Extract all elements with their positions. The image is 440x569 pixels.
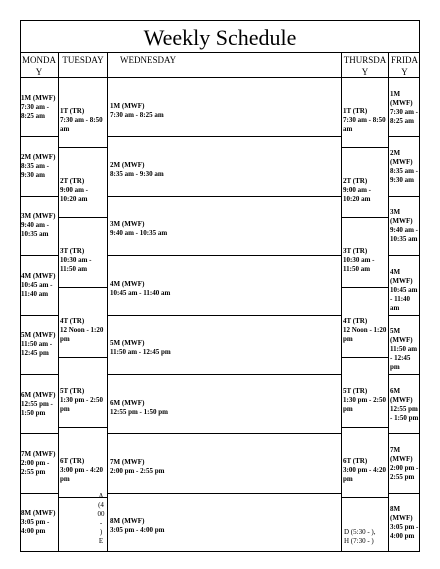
- friday-row-divider: [389, 196, 420, 197]
- course-code: 6T (TR): [60, 457, 85, 465]
- course-code: 3M (MWF): [110, 220, 145, 228]
- course-code: 3M (MWF): [390, 208, 413, 225]
- friday-row-divider: [389, 433, 420, 434]
- course-code: 2T (TR): [60, 177, 85, 185]
- header-tuesday: TUESDAY: [62, 55, 104, 65]
- friday-slot: [390, 446, 420, 482]
- course-time: 1:30 pm - 2:50 pm: [343, 396, 386, 413]
- course-code: 4M (MWF): [21, 272, 56, 280]
- col-divider-4: [388, 52, 389, 552]
- thursday-row-divider: [342, 497, 388, 498]
- course-code: 5M (MWF): [21, 331, 56, 339]
- course-time: 2:00 pm - 2:55 pm: [110, 467, 165, 475]
- course-time: 12 Noon - 1:20 pm: [60, 326, 104, 343]
- wednesday-row-divider: [108, 374, 341, 375]
- monday-row-divider: [20, 433, 58, 434]
- header-wednesday: WEDNESDAY: [120, 55, 177, 65]
- course-code: 6M (MWF): [390, 387, 413, 404]
- course-time: 7:30 am - 8:25 am: [390, 108, 418, 125]
- course-time: 7:30 am - 8:50 am: [60, 116, 103, 133]
- wednesday-row-divider: [108, 255, 341, 256]
- course-code: 3T (TR): [343, 247, 368, 255]
- course-time: 8:35 am - 9:30 am: [21, 162, 49, 179]
- tuesday-slot: [60, 247, 106, 274]
- course-time: 11:50 am - 12:45 pm: [390, 345, 418, 371]
- monday-slot: [21, 391, 57, 418]
- course-time: 11:50 am - 12:45 pm: [21, 340, 53, 357]
- course-time: 7:30 am - 8:25 am: [21, 103, 49, 120]
- course-time: 3:05 pm - 4:00 pm: [21, 518, 50, 535]
- monday-row-divider: [20, 315, 58, 316]
- monday-row-divider: [20, 255, 58, 256]
- course-time: 8:35 am - 9:30 am: [390, 167, 418, 184]
- course-time: 2:00 pm - 2:55 pm: [390, 464, 419, 481]
- tuesday-row-divider: [59, 287, 107, 288]
- wednesday-slot: [110, 458, 230, 476]
- course-code: 7M (MWF): [390, 446, 413, 463]
- course-time: 3:00 pm - 4:20 pm: [343, 466, 386, 483]
- course-code: 6M (MWF): [21, 391, 56, 399]
- friday-slot: [390, 149, 420, 185]
- course-code: 4M (MWF): [390, 268, 413, 285]
- course-time: 7:30 am - 8:50 am: [343, 116, 386, 133]
- wednesday-slot: [110, 517, 230, 535]
- tuesday-extra-note: A (4 00 - ) E: [97, 492, 105, 545]
- friday-slot: [390, 268, 420, 313]
- thursday-row-divider: [342, 357, 388, 358]
- course-code: 1M (MWF): [21, 94, 56, 102]
- course-time: 3:05 pm - 4:00 pm: [390, 523, 419, 540]
- course-code: 3T (TR): [60, 247, 85, 255]
- thursday-slot: [343, 387, 388, 414]
- course-code: 8M (MWF): [21, 509, 56, 517]
- course-time: 10:45 am - 11:40 am: [21, 281, 53, 298]
- course-code: 2M (MWF): [21, 153, 56, 161]
- monday-slot: [21, 153, 57, 180]
- course-code: 1M (MWF): [390, 90, 413, 107]
- monday-row-divider: [20, 196, 58, 197]
- monday-row-divider: [20, 136, 58, 137]
- thursday-row-divider: [342, 147, 388, 148]
- course-code: 7M (MWF): [110, 458, 145, 466]
- course-code: 2M (MWF): [110, 161, 145, 169]
- course-time: 8:35 am - 9:30 am: [110, 170, 164, 178]
- course-time: 10:45 am - 11:40 am: [110, 289, 171, 297]
- friday-row-divider: [389, 315, 420, 316]
- col-divider-1: [58, 52, 59, 552]
- wednesday-row-divider: [108, 196, 341, 197]
- course-time: 12:55 pm - 1:50 pm: [21, 400, 53, 417]
- tuesday-slot: [60, 387, 106, 414]
- friday-row-divider: [389, 493, 420, 494]
- tuesday-row-divider: [59, 217, 107, 218]
- tuesday-slot: [60, 317, 106, 344]
- monday-slot: [21, 450, 57, 477]
- thursday-slot: [343, 177, 388, 204]
- tuesday-row-divider: [59, 147, 107, 148]
- friday-slot: [390, 90, 420, 126]
- course-code: 4T (TR): [60, 317, 85, 325]
- course-code: 5M (MWF): [390, 327, 413, 344]
- course-time: 9:00 am - 10:20 am: [343, 186, 371, 203]
- friday-slot: [390, 208, 420, 244]
- monday-row-divider: [20, 493, 58, 494]
- course-time: 3:00 pm - 4:20 pm: [60, 466, 103, 483]
- thursday-slot: [343, 317, 388, 344]
- thursday-slot: [343, 457, 388, 484]
- title-divider: [20, 52, 420, 53]
- friday-slot: [390, 505, 420, 541]
- tuesday-slot: [60, 107, 106, 134]
- thursday-slot: [343, 247, 388, 274]
- course-code: 8M (MWF): [110, 517, 145, 525]
- course-time: 3:05 pm - 4:00 pm: [110, 526, 165, 534]
- course-code: 1M (MWF): [110, 102, 145, 110]
- col-divider-3: [341, 52, 342, 552]
- header-thursday: THURSDA Y: [343, 55, 387, 77]
- course-code: 4M (MWF): [110, 280, 145, 288]
- thursday-row-divider: [342, 287, 388, 288]
- friday-row-divider: [389, 255, 420, 256]
- monday-slot: [21, 272, 57, 299]
- thursday-row-divider: [342, 427, 388, 428]
- thursday-slot: [343, 107, 388, 134]
- friday-row-divider: [389, 374, 420, 375]
- wednesday-slot: [110, 220, 230, 238]
- tuesday-slot: [60, 457, 106, 484]
- course-code: 5T (TR): [343, 387, 368, 395]
- wednesday-row-divider: [108, 433, 341, 434]
- course-time: 10:30 am - 11:50 am: [343, 256, 375, 273]
- wednesday-row-divider: [108, 315, 341, 316]
- course-code: 8M (MWF): [390, 505, 413, 522]
- wednesday-row-divider: [108, 136, 341, 137]
- page-title: Weekly Schedule: [143, 25, 297, 50]
- thursday-row-divider: [342, 217, 388, 218]
- course-time: 9:40 am - 10:35 am: [110, 229, 168, 237]
- monday-slot: [21, 509, 57, 536]
- course-time: 1:30 pm - 2:50 pm: [60, 396, 103, 413]
- course-time: 12:55 pm - 1:50 pm: [110, 408, 168, 416]
- tuesday-slot: [60, 177, 106, 204]
- wednesday-slot: [110, 102, 230, 120]
- wednesday-slot: [110, 339, 230, 357]
- friday-slot: [390, 387, 420, 423]
- monday-slot: [21, 331, 57, 358]
- course-code: 7M (MWF): [21, 450, 56, 458]
- wednesday-slot: [110, 399, 230, 417]
- course-time: 12 Noon - 1:20 pm: [343, 326, 387, 343]
- monday-slot: [21, 94, 57, 121]
- course-code: 2T (TR): [343, 177, 368, 185]
- tuesday-row-divider: [59, 427, 107, 428]
- wednesday-slot: [110, 161, 230, 179]
- course-time: 11:50 am - 12:45 pm: [110, 348, 171, 356]
- course-time: 9:00 am - 10:20 am: [60, 186, 88, 203]
- course-code: 6T (TR): [343, 457, 368, 465]
- monday-slot: [21, 212, 57, 239]
- course-code: 6M (MWF): [110, 399, 145, 407]
- course-time: 2:00 pm - 2:55 pm: [21, 459, 50, 476]
- course-code: 4T (TR): [343, 317, 368, 325]
- monday-row-divider: [20, 374, 58, 375]
- course-code: 2M (MWF): [390, 149, 413, 166]
- course-time: 9:40 am - 10:35 am: [21, 221, 49, 238]
- course-time: 7:30 am - 8:25 am: [110, 111, 164, 119]
- col-divider-2: [107, 52, 108, 552]
- course-code: 1T (TR): [343, 107, 368, 115]
- wednesday-slot: [110, 280, 230, 298]
- friday-row-divider: [389, 136, 420, 137]
- header-monday: MONDA Y: [21, 55, 56, 77]
- tuesday-row-divider: [59, 357, 107, 358]
- friday-slot: [390, 327, 420, 372]
- course-code: 1T (TR): [60, 107, 85, 115]
- course-code: 5T (TR): [60, 387, 85, 395]
- thursday-extra-note: D (5:30 - ), H (7:30 - ): [344, 528, 376, 545]
- header-friday: FRIDA Y: [390, 55, 418, 77]
- wednesday-row-divider: [108, 493, 341, 494]
- course-time: 9:40 am - 10:35 am: [390, 226, 418, 243]
- course-time: 10:30 am - 11:50 am: [60, 256, 92, 273]
- course-code: 3M (MWF): [21, 212, 56, 220]
- course-time: 12:55 pm - 1:50 pm: [390, 405, 419, 422]
- course-time: 10:45 am - 11:40 am: [390, 286, 418, 312]
- course-code: 5M (MWF): [110, 339, 145, 347]
